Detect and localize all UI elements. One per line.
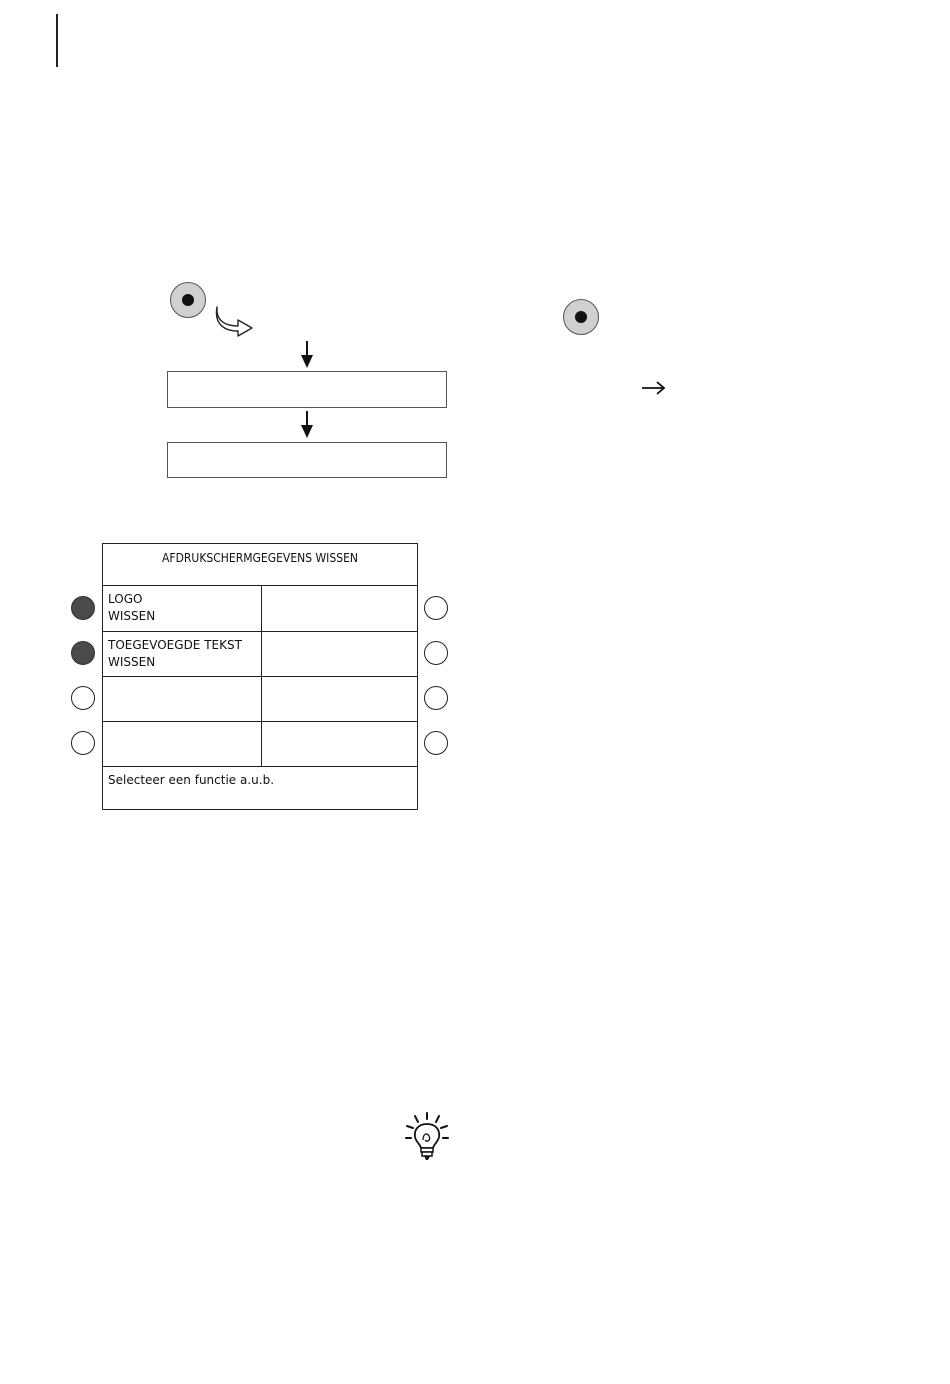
menu-option-toegevoegde-tekst-wissen[interactable]: [103, 632, 262, 677]
status-message: Selecteer een functie a.u.b.: [108, 773, 275, 787]
flow-step-box: [167, 371, 447, 408]
menu-option-empty: [103, 677, 262, 722]
arrow-down-icon: [299, 341, 315, 369]
softkey-right-4[interactable]: [424, 731, 448, 755]
menu-option-logo-wissen[interactable]: [103, 586, 262, 632]
arrow-down-icon: [299, 411, 315, 439]
option-label-line2: WISSEN: [108, 609, 156, 623]
softkey-left-4[interactable]: [71, 731, 95, 755]
softkey-left-3[interactable]: [71, 686, 95, 710]
softkey-right-1[interactable]: [424, 596, 448, 620]
softkey-right-3[interactable]: [424, 686, 448, 710]
lightbulb-icon: [403, 1110, 451, 1162]
softkey-left-2[interactable]: [71, 641, 95, 665]
menu-option-empty: [103, 722, 262, 767]
softkey-left-1[interactable]: [71, 596, 95, 620]
menu-option-empty: [262, 632, 417, 677]
menu-key-icon[interactable]: [170, 282, 206, 318]
softkey-right-2[interactable]: [424, 641, 448, 665]
display-screen: [102, 543, 418, 810]
option-label-line1: LOGO: [108, 592, 143, 606]
screen-title: AFDRUKSCHERMGEGEVENS WISSEN: [103, 544, 417, 586]
menu-option-empty: [262, 677, 417, 722]
menu-option-empty: [262, 722, 417, 767]
page-margin-rule: [56, 14, 58, 67]
option-label-line1: TOEGEVOEGDE TEKST: [108, 638, 242, 652]
curved-arrow-icon: [214, 304, 256, 340]
menu-key-icon[interactable]: [563, 299, 599, 335]
arrow-right-icon: [641, 380, 667, 396]
flow-step-box: [167, 442, 447, 478]
option-label-line2: WISSEN: [108, 655, 156, 669]
menu-option-empty: [262, 586, 417, 632]
